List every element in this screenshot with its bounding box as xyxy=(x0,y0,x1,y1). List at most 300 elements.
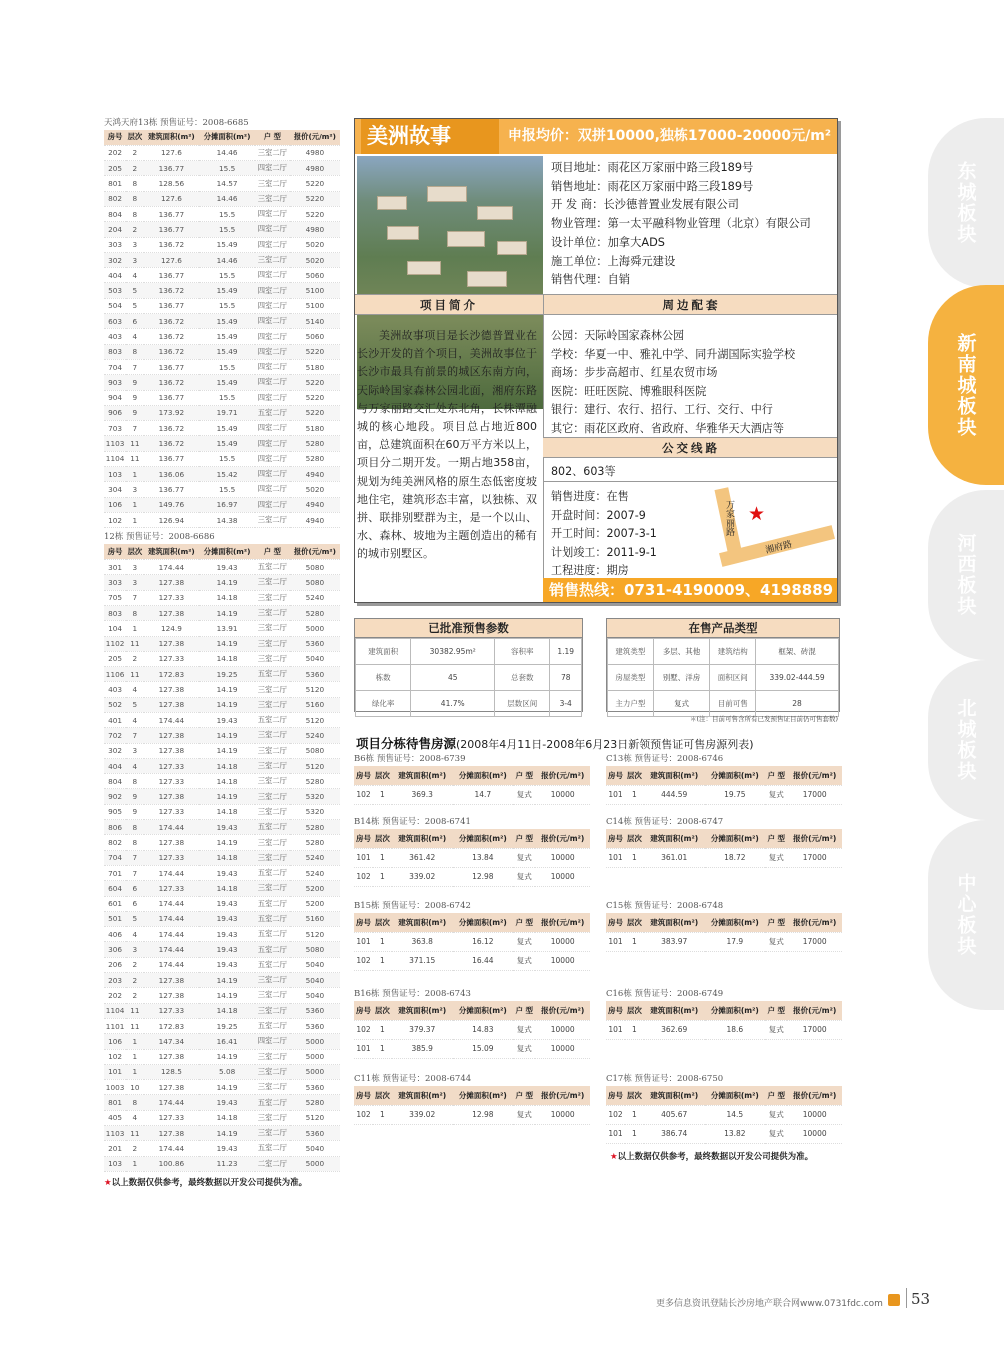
table-cell: 8 xyxy=(132,776,138,786)
unit-block-title: C11栋 预售证号：2008-6744 xyxy=(354,1074,472,1084)
table-cell: 100.86 xyxy=(158,1159,185,1169)
table-cell: 3 xyxy=(132,255,138,265)
table-row xyxy=(104,145,340,160)
table-cell: 306 xyxy=(108,945,123,955)
param-value: 框架、砖混 xyxy=(756,639,839,665)
price-table-12 xyxy=(104,544,340,1172)
table-cell: 3 xyxy=(132,746,138,756)
column-header: 报价(元/m²) xyxy=(541,1090,585,1100)
table-header-row xyxy=(606,1001,842,1020)
table-row xyxy=(104,682,340,697)
param-value: 别墅、洋房 xyxy=(653,665,710,691)
table-cell: 101 xyxy=(356,1044,371,1053)
table-cell: 10000 xyxy=(550,937,575,946)
table-cell: 四室二厅 xyxy=(257,163,287,173)
column-header: 建筑面积(m²) xyxy=(650,770,699,780)
table-row xyxy=(354,848,590,867)
table-cell: 五室二厅 xyxy=(257,913,287,923)
sales-hotline: 销售热线：0731-4190009、4198889 xyxy=(543,578,838,602)
column-header: 层次 xyxy=(127,546,143,556)
table-row xyxy=(104,865,340,880)
param-key: 目前可售 xyxy=(710,691,756,717)
table-cell: 14.19 xyxy=(216,608,238,618)
table-cell: 三室二厅 xyxy=(257,592,287,602)
table-cell: 三室二厅 xyxy=(257,1128,287,1138)
table-cell: 三室二厅 xyxy=(257,990,287,1000)
table-cell: 5280 xyxy=(305,608,325,618)
table-row xyxy=(104,161,340,176)
table-cell: 五室二厅 xyxy=(257,669,287,679)
table-row xyxy=(104,789,340,804)
table-cell: 复式 xyxy=(768,1129,784,1138)
table-cell: 三室二厅 xyxy=(257,147,287,157)
table-cell: 15.5 xyxy=(218,393,236,403)
table-cell: 1 xyxy=(380,790,385,799)
tab-north-city[interactable]: 北城板块 xyxy=(928,660,1004,820)
table-row xyxy=(104,590,340,605)
table-header-row xyxy=(104,130,340,145)
column-header: 房号 xyxy=(607,833,623,843)
table-cell: 701 xyxy=(108,868,123,878)
table-cell: 5000 xyxy=(305,1159,325,1169)
table-row xyxy=(104,1064,340,1079)
unit-table xyxy=(606,1001,842,1040)
unit-block-title: C14栋 预售证号：2008-6747 xyxy=(606,817,724,827)
column-header: 房号 xyxy=(355,1005,371,1015)
table-cell: 127.38 xyxy=(158,639,185,649)
left-column xyxy=(104,116,340,1188)
param-key: 绿化率 xyxy=(356,691,411,717)
table-row xyxy=(104,988,340,1003)
table-cell: 14.19 xyxy=(216,1082,238,1092)
table-cell: 5160 xyxy=(305,914,325,924)
table-cell: 802 xyxy=(108,838,123,847)
table-cell: 15.42 xyxy=(216,469,238,479)
table-header-row xyxy=(354,1086,590,1105)
table-cell: 5000 xyxy=(305,1052,325,1062)
table-cell: 13.91 xyxy=(216,623,238,633)
table-row xyxy=(354,867,590,886)
table-cell: 14.57 xyxy=(216,179,238,189)
column-header: 户 型 xyxy=(515,917,534,927)
column-header: 建筑面积(m²) xyxy=(650,833,699,843)
table-cell: 101 xyxy=(108,1067,123,1077)
params-table xyxy=(355,638,582,717)
table-cell: 14.18 xyxy=(216,776,238,786)
table-cell: 504 xyxy=(108,301,123,311)
table-cell: 4 xyxy=(132,715,138,725)
table-cell: 9 xyxy=(132,393,138,403)
column-header: 分摊面积(m²) xyxy=(710,833,759,843)
table-cell: 136.77 xyxy=(158,163,185,173)
table-cell: 9 xyxy=(132,377,138,387)
param-key: 建筑结构 xyxy=(710,639,756,665)
table-cell: 19.25 xyxy=(216,669,238,679)
table-cell: 12.98 xyxy=(472,872,494,881)
table-cell: 302 xyxy=(108,255,123,265)
table-row xyxy=(104,375,340,390)
table-row xyxy=(104,835,340,850)
table-cell: 304 xyxy=(108,484,123,494)
unit-block xyxy=(354,815,590,887)
table-cell: 379.37 xyxy=(409,1025,436,1034)
table-cell: 复式 xyxy=(768,790,784,799)
table-cell: 5020 xyxy=(305,240,325,250)
table-cell: 16.97 xyxy=(216,500,238,510)
table-cell: 5140 xyxy=(305,316,325,326)
table-cell: 三室二厅 xyxy=(257,761,287,771)
table-cell: 203 xyxy=(108,975,123,985)
param-row xyxy=(608,691,839,717)
table-cell: 127.38 xyxy=(158,1052,185,1062)
column-header: 房号 xyxy=(607,770,623,780)
column-header: 报价(元/m²) xyxy=(793,770,837,780)
unit-table xyxy=(606,1086,842,1144)
units-disclaimer: ★以上数据仅供参考，最终数据以开发公司提供为准。 xyxy=(610,1152,814,1162)
column-header: 房号 xyxy=(107,132,123,142)
column-header: 建筑面积(m²) xyxy=(650,1090,699,1100)
table-cell: 15.5 xyxy=(218,209,236,219)
table-cell: 501 xyxy=(108,914,123,924)
table-cell: 5280 xyxy=(305,1098,325,1108)
table-cell: 7 xyxy=(132,730,138,740)
table-cell: 五室二厅 xyxy=(257,1143,287,1153)
param-row xyxy=(356,665,582,691)
table-cell: 5.08 xyxy=(218,1067,236,1077)
table-cell: 四室二厅 xyxy=(257,499,287,509)
table-cell: 174.44 xyxy=(158,1143,185,1153)
table-cell: 四室二厅 xyxy=(257,346,287,356)
table-cell: 5080 xyxy=(305,562,325,572)
table-cell: 5220 xyxy=(305,194,325,204)
table-cell: 1 xyxy=(380,872,385,881)
table-cell: 803 xyxy=(108,608,123,618)
table-cell: 5060 xyxy=(305,270,325,280)
tab-new-south-city[interactable]: 新南城板块 xyxy=(928,285,1004,485)
table-cell: 15.49 xyxy=(216,377,238,387)
param-value: 1.19 xyxy=(550,639,582,665)
table-cell: 101 xyxy=(608,1025,623,1034)
table-cell: 四室二厅 xyxy=(257,300,287,310)
table-cell: 五室二厅 xyxy=(257,944,287,954)
star-icon: ★ xyxy=(104,1177,112,1188)
table-cell: 1003 xyxy=(105,1082,125,1092)
column-header: 分摊面积(m²) xyxy=(458,917,507,927)
table-header-row xyxy=(354,1001,590,1020)
table-cell: 四室二厅 xyxy=(257,469,287,479)
column-header: 户 型 xyxy=(263,546,281,556)
table-cell: 4 xyxy=(132,332,138,341)
table-cell: 5280 xyxy=(305,439,325,449)
table-cell: 101 xyxy=(356,853,371,862)
param-value: 多层、其他 xyxy=(653,639,710,665)
table-cell: 16.41 xyxy=(216,1036,238,1046)
table-cell: 三室二厅 xyxy=(257,883,287,893)
table-cell: 5000 xyxy=(305,1067,325,1077)
table-cell: 7 xyxy=(132,593,138,603)
table-cell: 14.18 xyxy=(216,593,238,603)
table-row xyxy=(104,222,340,237)
products-table xyxy=(607,638,839,717)
page-number: 53 xyxy=(911,1290,931,1308)
table-cell: 4940 xyxy=(305,469,325,479)
table-cell: 136.77 xyxy=(158,454,185,464)
table-row xyxy=(606,932,842,951)
table-cell: 五室二厅 xyxy=(257,959,287,969)
param-value: 45 xyxy=(411,665,495,691)
project-price: 申报均价：双拼10000,独栋17000-20000元/m² xyxy=(507,128,831,144)
table-cell: 10000 xyxy=(802,1129,827,1138)
table-cell: 5220 xyxy=(305,408,325,418)
table-cell: 705 xyxy=(108,593,123,603)
table-cell: 127.33 xyxy=(158,807,185,817)
table-cell: 三室二厅 xyxy=(257,776,287,786)
table-cell: 5100 xyxy=(305,301,325,311)
table-cell: 102 xyxy=(356,956,371,965)
table-cell: 371.15 xyxy=(409,956,436,965)
table-cell: 5180 xyxy=(305,423,325,433)
unit-table xyxy=(606,829,842,868)
table-cell: 8 xyxy=(132,822,138,832)
table-cell: 201 xyxy=(108,1143,123,1153)
table-cell: 复式 xyxy=(516,853,532,862)
table-cell: 9 xyxy=(132,408,138,418)
table-cell: 5 xyxy=(132,914,138,924)
table-cell: 102 xyxy=(108,1052,123,1062)
table-row xyxy=(104,651,340,666)
table-cell: 五室二厅 xyxy=(257,929,287,939)
table-cell: 13.84 xyxy=(472,853,494,862)
table-cell: 136.77 xyxy=(158,393,185,403)
building-shape xyxy=(467,271,507,287)
table-cell: 136.77 xyxy=(158,484,185,494)
table-cell: 126.94 xyxy=(158,515,185,525)
table-cell: 5360 xyxy=(305,1082,325,1092)
table-row xyxy=(354,785,590,804)
table-row xyxy=(104,436,340,451)
unit-block-title: C17栋 预售证号：2008-6750 xyxy=(606,1074,724,1084)
table-cell: 174.44 xyxy=(158,822,185,832)
column-header: 建筑面积(m²) xyxy=(398,1005,447,1015)
table-cell: 174.44 xyxy=(158,868,185,878)
table-cell: 8 xyxy=(132,179,138,189)
table-cell: 102 xyxy=(108,515,123,525)
table-cell: 四室二厅 xyxy=(257,453,287,463)
table-cell: 202 xyxy=(108,148,123,158)
table-cell: 8 xyxy=(132,838,138,847)
table-cell: 复式 xyxy=(516,1110,532,1119)
table-cell: 601 xyxy=(108,899,123,909)
table-cell: 5220 xyxy=(305,209,325,219)
column-header: 层次 xyxy=(374,917,390,927)
table-cell: 3 xyxy=(132,562,138,572)
table-cell: 1101 xyxy=(105,1021,125,1031)
unit-block xyxy=(354,899,590,971)
price-table-13 xyxy=(104,130,340,528)
around-heading: 周边配套 xyxy=(543,294,838,315)
param-key: 面积区间 xyxy=(710,665,756,691)
table-cell: 四室二厅 xyxy=(257,270,287,280)
table-cell: 404 xyxy=(108,270,123,280)
table-cell: 5240 xyxy=(305,593,325,603)
table-cell: 174.44 xyxy=(158,899,185,909)
table-row xyxy=(104,1080,340,1095)
table-cell: 801 xyxy=(108,1098,123,1108)
table-cell: 5360 xyxy=(305,1128,325,1138)
table-cell: 三室二厅 xyxy=(257,623,287,633)
table-cell: 5360 xyxy=(305,1021,325,1031)
table-cell: 127.38 xyxy=(158,1128,185,1138)
building-shape xyxy=(427,186,467,202)
table-cell: 复式 xyxy=(768,853,784,862)
table-cell: 361.42 xyxy=(409,853,436,862)
table-cell: 6 xyxy=(132,883,138,893)
table-cell: 19.43 xyxy=(216,929,238,939)
table-row xyxy=(104,283,340,298)
table-cell: 136.72 xyxy=(158,347,185,357)
table-row xyxy=(104,1095,340,1110)
unit-block xyxy=(606,987,842,1040)
star-icon: ★ xyxy=(610,1152,618,1162)
road-label-xiangfu: 湘府路 xyxy=(764,539,794,557)
column-header: 户 型 xyxy=(515,1090,534,1100)
table-cell: 103 xyxy=(108,1159,123,1169)
column-header: 层次 xyxy=(374,770,390,780)
unit-block xyxy=(354,752,590,805)
table-cell: 三室二厅 xyxy=(257,577,287,587)
table-cell: 362.69 xyxy=(661,1025,688,1034)
table-cell: 四室二厅 xyxy=(257,331,287,341)
table-row xyxy=(104,329,340,344)
building-shape xyxy=(377,196,407,210)
table-cell: 136.72 xyxy=(158,423,185,433)
table-cell: 339.02 xyxy=(409,1110,436,1119)
table-row xyxy=(606,848,842,867)
table-row xyxy=(104,176,340,191)
table-cell: 1 xyxy=(132,1067,138,1077)
table-cell: 19.43 xyxy=(216,960,238,970)
table-cell: 5000 xyxy=(305,1036,325,1046)
column-header: 报价(元/m²) xyxy=(793,833,837,843)
table-cell: 386.74 xyxy=(661,1129,688,1138)
table-row xyxy=(104,667,340,682)
table-cell: 127.6 xyxy=(160,255,182,265)
tab-hexi[interactable]: 河西板块 xyxy=(928,490,1004,660)
table-cell: 173.92 xyxy=(158,408,185,418)
param-value: 3-4 xyxy=(550,691,582,717)
table-row xyxy=(104,344,340,359)
table-row xyxy=(104,575,340,590)
table-cell: 10000 xyxy=(550,1044,575,1053)
sales-status: 销售进度：在售 开盘时间：2007-9 开工时间：2007-3-1 计划竣工：2011-9-1 工程进度：期房 xyxy=(551,490,657,578)
table-cell: 5320 xyxy=(305,807,325,817)
building-shape xyxy=(447,231,485,247)
table-cell: 19.43 xyxy=(216,899,238,909)
table-cell: 三室二厅 xyxy=(257,975,287,985)
table-cell: 18.72 xyxy=(724,853,746,862)
table-cell: 174.44 xyxy=(158,562,185,572)
tab-east-city[interactable]: 东城板块 xyxy=(928,118,1004,288)
table-cell: 三室二厅 xyxy=(257,1005,287,1015)
table-cell: 1 xyxy=(632,1025,637,1034)
column-header: 报价(元/m²) xyxy=(293,132,336,142)
param-value: 339.02-444.59 xyxy=(756,665,839,691)
column-header: 房号 xyxy=(107,546,123,556)
table-header-row xyxy=(354,829,590,848)
table-cell: 804 xyxy=(108,776,123,786)
table-header-row xyxy=(104,544,340,559)
table-cell: 复式 xyxy=(516,872,532,881)
table-cell: 401 xyxy=(108,715,123,725)
table-cell: 603 xyxy=(108,316,123,326)
table-cell: 四室二厅 xyxy=(257,438,287,448)
table-cell: 5240 xyxy=(305,868,325,878)
table-header-row xyxy=(354,766,590,785)
table-cell: 902 xyxy=(108,792,123,802)
table-cell: 174.44 xyxy=(158,715,185,725)
table-cell: 5200 xyxy=(305,883,325,893)
param-value: 复式 xyxy=(653,691,710,717)
table-cell: 5100 xyxy=(305,286,325,296)
table-cell: 127.6 xyxy=(160,194,182,204)
table-cell: 三室二厅 xyxy=(257,193,287,203)
table-cell: 5120 xyxy=(305,1113,325,1123)
unit-block-title: C13栋 预售证号：2008-6746 xyxy=(606,754,724,764)
table-cell: 19.43 xyxy=(216,868,238,878)
table-cell: 三室二厅 xyxy=(257,806,287,816)
column-header: 分摊面积(m²) xyxy=(710,917,759,927)
table-cell: 149.76 xyxy=(158,500,185,510)
table-cell: 19.75 xyxy=(724,790,746,799)
table-cell: 3 xyxy=(132,240,138,250)
table-cell: 14.19 xyxy=(216,1052,238,1062)
table-cell: 124.9 xyxy=(160,623,182,633)
table-row xyxy=(104,191,340,206)
table-cell: 5360 xyxy=(305,669,325,679)
table-cell: 三室二厅 xyxy=(257,255,287,265)
table-row xyxy=(104,911,340,926)
table-cell: 127.38 xyxy=(158,838,185,847)
table-row xyxy=(104,1126,340,1141)
table-cell: 五室二厅 xyxy=(257,562,287,572)
table-cell: 二室二厅 xyxy=(257,1158,287,1168)
table-cell: 127.33 xyxy=(158,1006,185,1016)
table-cell: 四室二厅 xyxy=(257,392,287,402)
table-cell: 15.5 xyxy=(218,484,236,494)
tab-center[interactable]: 中心板块 xyxy=(928,820,1004,1010)
table-cell: 三室二厅 xyxy=(257,515,287,525)
table-cell: 9 xyxy=(132,792,138,802)
table-row xyxy=(104,621,340,636)
table-cell: 5040 xyxy=(305,975,325,985)
table-row xyxy=(104,1018,340,1033)
table-cell: 1 xyxy=(380,853,385,862)
param-row xyxy=(608,639,839,665)
param-row xyxy=(356,691,582,717)
unit-table xyxy=(354,1086,590,1125)
table-cell: 1 xyxy=(632,937,637,946)
table-cell: 127.6 xyxy=(160,148,182,158)
table-cell: 14.18 xyxy=(216,883,238,893)
unit-block xyxy=(606,899,842,952)
table-row xyxy=(104,390,340,405)
table-cell: 2 xyxy=(132,148,138,158)
table-cell: 8 xyxy=(132,608,138,618)
table-cell: 14.46 xyxy=(216,194,238,204)
around-list: 公园：天际岭国家森林公园 学校：华夏一中、雅礼中学、同升湖国际实验学校 商场：步步高超市、红星农贸市场 医院：旺旺医院、博雅眼科医院 银行：建行、农行、招行、工行、交行、中行 其它：雨花区政府、省政府、华雅华天大酒店等 xyxy=(551,329,796,435)
table-cell: 5040 xyxy=(305,654,325,664)
table-row xyxy=(104,560,340,575)
